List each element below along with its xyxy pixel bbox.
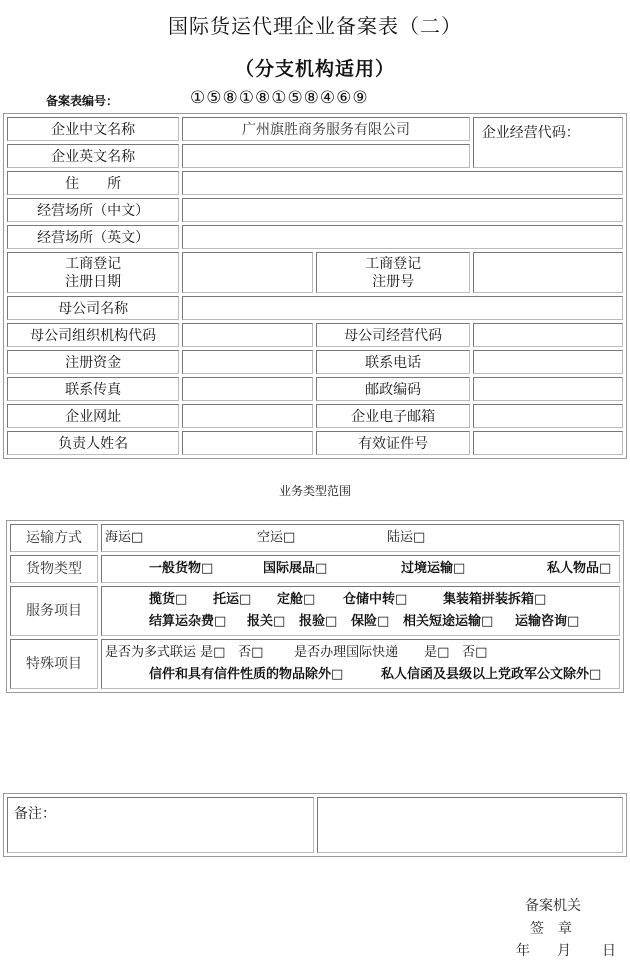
- premises-en-field[interactable]: [182, 225, 623, 249]
- service-options: [101, 586, 620, 636]
- email-field[interactable]: [473, 404, 623, 428]
- company-info-table: [3, 113, 627, 459]
- id-no-field[interactable]: [473, 431, 623, 455]
- reg-no-label: [316, 252, 469, 293]
- reg-date-label: [7, 252, 179, 293]
- reg-date-label-line2: 注册日期: [65, 273, 122, 290]
- fax-label: 联系传真: [7, 377, 179, 401]
- postcode-field[interactable]: [473, 377, 623, 401]
- email-label: 企业电子邮箱: [316, 404, 469, 428]
- premises-en-label: 经营场所（英文）: [7, 225, 179, 249]
- parent-name-field[interactable]: [182, 296, 623, 320]
- reg-no-label-line2: 注册号: [372, 273, 415, 290]
- reg-no-field[interactable]: [473, 252, 623, 293]
- reg-date-label-line1: 工商登记: [65, 255, 122, 272]
- express-no[interactable]: 否□: [462, 645, 488, 660]
- multimodal-no[interactable]: 否□: [238, 645, 264, 660]
- multimodal-question: 是否为多式联运: [105, 645, 197, 660]
- cargo-options: [101, 555, 620, 583]
- person-in-charge-field[interactable]: [182, 431, 313, 455]
- date-year: 年: [516, 943, 530, 959]
- reg-capital-label: 注册资金: [7, 350, 179, 374]
- option-air[interactable]: 空运□: [257, 530, 296, 545]
- remarks-table: [3, 793, 627, 857]
- business-code-field[interactable]: [473, 117, 623, 168]
- form-title: 国际货运代理企业备案表（二）: [168, 14, 462, 38]
- option-transit[interactable]: 过境运输□: [401, 561, 466, 576]
- website-label: 企业网址: [7, 404, 179, 428]
- option-general-cargo[interactable]: 一般货物□: [149, 561, 214, 576]
- option-letters-excluded[interactable]: 信件和具有信件性质的物品除外□: [149, 667, 344, 682]
- website-field[interactable]: [182, 404, 313, 428]
- id-no-label: 有效证件号: [316, 431, 469, 455]
- option-booking[interactable]: 定舱□: [277, 592, 316, 607]
- form-subtitle: （分支机构适用）: [234, 58, 395, 80]
- reg-capital-field[interactable]: [182, 350, 313, 374]
- reg-date-field[interactable]: [182, 252, 313, 293]
- company-en-name-label: 企业英文名称: [7, 144, 179, 168]
- phone-label: 联系电话: [316, 350, 469, 374]
- business-scope-title: 业务类型范围: [278, 484, 351, 498]
- company-en-name-field[interactable]: [182, 144, 469, 168]
- fax-field[interactable]: [182, 377, 313, 401]
- record-no-value: ①⑤⑧①⑧①⑤⑧④⑥⑨: [190, 88, 369, 108]
- service-label: 服务项目: [10, 586, 98, 636]
- option-customs[interactable]: 报关□: [247, 614, 286, 629]
- parent-org-code-label: 母公司组织机构代码: [7, 323, 179, 347]
- option-canvassing[interactable]: 揽货□: [149, 592, 188, 607]
- record-no-label: 备案表编号：: [46, 94, 119, 108]
- parent-business-code-label: 母公司经营代码: [316, 323, 469, 347]
- person-in-charge-label: 负责人姓名: [7, 431, 179, 455]
- remarks-extra-field[interactable]: [317, 797, 624, 853]
- phone-field[interactable]: [473, 350, 623, 374]
- option-container-consolidation[interactable]: 集装箱拼装拆箱□: [443, 592, 547, 607]
- option-warehousing[interactable]: 仓储中转□: [343, 592, 408, 607]
- address-label: 住 所: [7, 171, 179, 195]
- special-options: [101, 639, 620, 689]
- option-consignment[interactable]: 托运□: [213, 592, 252, 607]
- option-land[interactable]: 陆运□: [387, 530, 426, 545]
- option-inspection[interactable]: 报验□: [299, 614, 338, 629]
- address-field[interactable]: [182, 171, 623, 195]
- option-official-docs-excluded[interactable]: 私人信函及县级以上党政军公文除外□: [381, 667, 602, 682]
- express-question: 是否办理国际快递: [294, 645, 399, 660]
- parent-name-label: 母公司名称: [7, 296, 179, 320]
- option-insurance[interactable]: 保险□: [351, 614, 390, 629]
- reg-no-label-line1: 工商登记: [365, 255, 422, 272]
- seal-label: 签 章: [530, 921, 572, 937]
- option-personal-effects[interactable]: 私人物品□: [547, 561, 612, 576]
- business-code-label: 企业经营代码：: [481, 125, 580, 141]
- express-yes[interactable]: 是□: [424, 645, 450, 660]
- authority-label: 备案机关: [525, 898, 581, 914]
- option-freight-settlement[interactable]: 结算运杂费□: [149, 614, 227, 629]
- date-month: 月: [557, 943, 571, 959]
- postcode-label: 邮政编码: [316, 377, 469, 401]
- special-label: 特殊项目: [10, 639, 98, 689]
- parent-org-code-field[interactable]: [182, 323, 313, 347]
- company-cn-name-label: 企业中文名称: [7, 117, 179, 141]
- business-scope-table: [6, 520, 624, 693]
- transport-label: 运输方式: [10, 524, 98, 552]
- transport-options: [101, 524, 620, 552]
- option-short-haul[interactable]: 相关短途运输□: [403, 614, 494, 629]
- date-day: 日: [602, 943, 616, 959]
- option-consulting[interactable]: 运输咨询□: [515, 614, 580, 629]
- premises-cn-field[interactable]: [182, 198, 623, 222]
- company-cn-name-field[interactable]: 广州旗胜商务服务有限公司: [182, 117, 469, 141]
- multimodal-yes[interactable]: 是□: [200, 645, 226, 660]
- option-exhibits[interactable]: 国际展品□: [263, 561, 328, 576]
- cargo-label: 货物类型: [10, 555, 98, 583]
- remarks-label: 备注：: [14, 806, 56, 822]
- parent-business-code-field[interactable]: [473, 323, 623, 347]
- option-sea[interactable]: 海运□: [105, 530, 144, 545]
- premises-cn-label: 经营场所（中文）: [7, 198, 179, 222]
- remarks-field[interactable]: [7, 797, 314, 853]
